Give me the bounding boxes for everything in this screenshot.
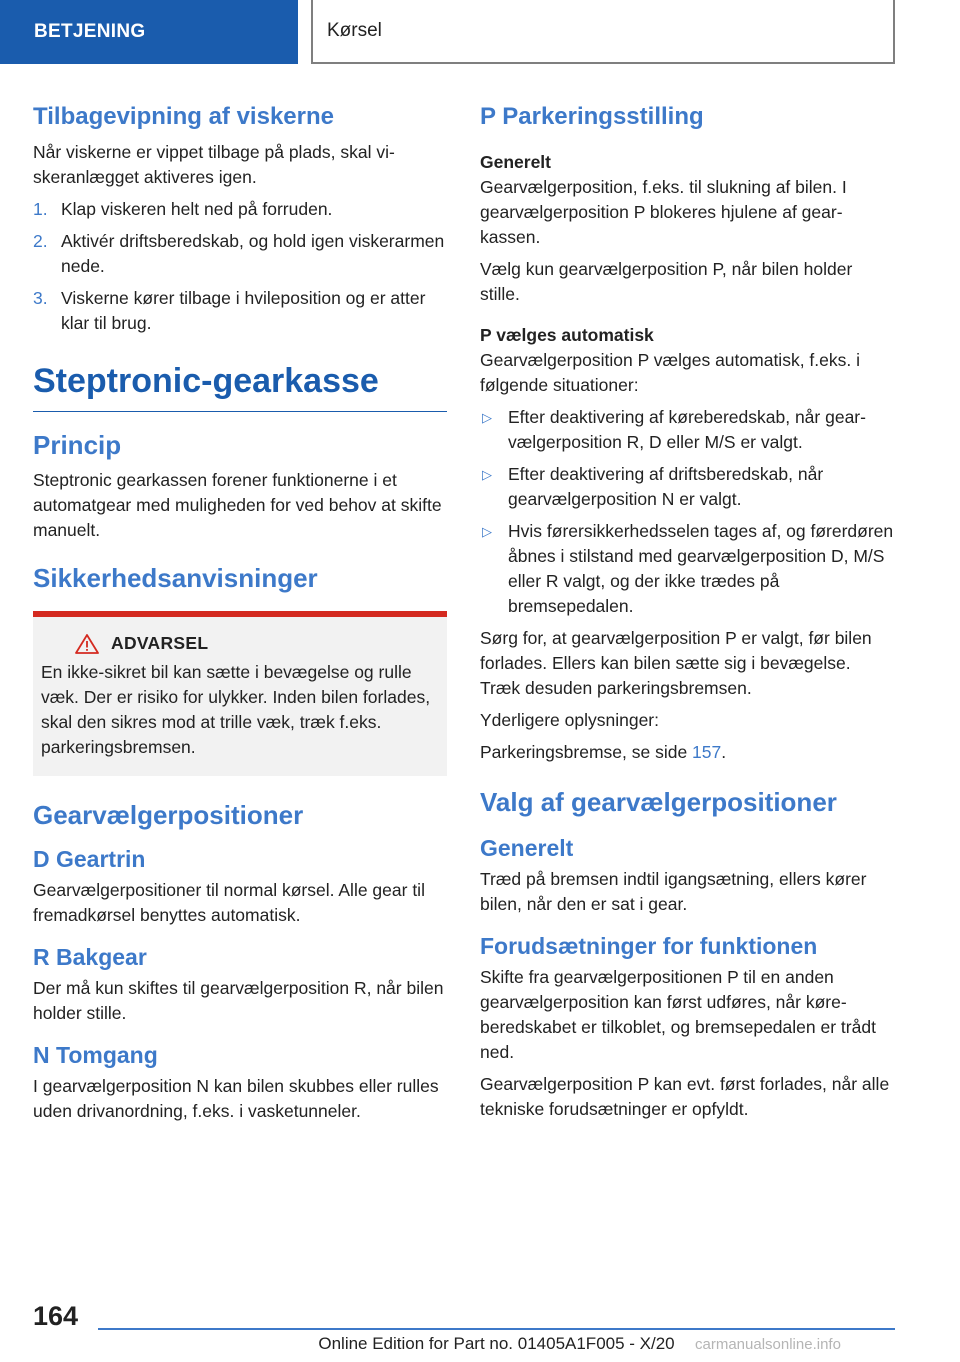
wiper-text: Når viskerne er vippet tilbage på plads, skal viskeranlægget aktiveres igen. — [33, 142, 395, 187]
auto-text: Gearvælgerposition P vælges automatisk, f.eks. i følgende situationer: — [480, 350, 860, 395]
right-column — [480, 100, 895, 1129]
warning-text: En ikke-sikret bil kan sætte i bevægelse og rulle væk. Der er risiko for ulykker. Inden bilen forlades, skal den sikres mod at trille væk, træk f.eks. parkeringsbremsen. — [41, 662, 431, 757]
page-number: 164 — [33, 1301, 79, 1331]
general-heading: Generelt — [480, 835, 574, 861]
bullet-text: Efter deaktivering af køreberedskab, når gearvælgerposition R, D eller M/S er valgt. — [508, 407, 866, 452]
step-text: Klap viskeren helt ned på forruden. — [61, 199, 333, 219]
r-text: Der må kun skiftes til gearvælgerposition R, når bilen holder stille. — [33, 978, 444, 1023]
bullet-text: Hvis førersikkerhedsselen tages af, og førerdøren åbnes i stilstand med gearvælgerposition D, M/S eller R valgt, og der ikke trædes på bremsepedalen. — [508, 521, 894, 616]
edition-text: Online Edition for Part no. 01405A1F005 - X/20 — [318, 1334, 675, 1353]
ensure-text: Sørg for, at gearvælgerposition P er valgt, før bilen forlades. Ellers kan bilen sætte sig i bevægelse. Træk desuden parkeringsbremsen. — [480, 628, 872, 698]
bullet-text: Efter deaktivering af driftsberedskab, når gearvælgerposition N er valgt. — [508, 464, 824, 509]
list-item — [480, 462, 895, 512]
step-number: 3. — [33, 288, 48, 308]
reference-line — [480, 740, 895, 765]
prerequisites-heading: Forudsætninger for funktionen — [480, 933, 818, 959]
general-brake-text: Træd på bremsen indtil igangsætning, ellers kører bilen, når den er sat i gear. — [480, 869, 867, 914]
more-info-label: Yderligere oplysninger: — [480, 710, 659, 730]
step-text: Aktivér driftsberedskab, og hold igen viskerarmen nede. — [61, 231, 445, 276]
list-item — [33, 286, 447, 336]
section-header — [311, 0, 895, 64]
bullet-triangle-icon: ▷ — [482, 467, 492, 482]
step-text: Viskerne kører tilbage i hvileposition og er atter klar til brug. — [61, 288, 426, 333]
d-heading: D Geartrin — [33, 846, 146, 872]
princip-heading: Princip — [33, 430, 122, 460]
page-link[interactable]: 157 — [692, 742, 722, 762]
warning-label: ADVARSEL — [111, 633, 209, 653]
steptronic-heading: Steptronic-gearkasse — [33, 359, 447, 412]
d-text: Gearvælgerpositioner til normal kørsel. Alle gear til fremadkørsel benyttes automatisk. — [33, 880, 425, 925]
bullet-triangle-icon: ▷ — [482, 524, 492, 539]
wiper-heading: Tilbagevipning af viskerne — [33, 103, 334, 130]
list-item — [480, 405, 895, 455]
park-heading: P Parkeringsstilling — [480, 103, 704, 130]
step-number: 1. — [33, 199, 48, 219]
auto-label: P vælges automatisk — [480, 325, 654, 345]
r-heading: R Bakgear — [33, 944, 147, 970]
step-number: 2. — [33, 231, 48, 251]
list-item — [480, 519, 895, 619]
prerequisites-text-1: Skifte fra gearvælgerpositionen P til en anden gearvælgerposition kan først udføres, når køreberedskabet er tilkoblet, og bremsepedalen er trådt ned. — [480, 967, 876, 1062]
n-text: I gearvælgerposition N kan bilen skubbes eller rulles uden drivanordning, f.eks. i vasketunneler. — [33, 1076, 439, 1121]
princip-text: Steptronic gearkassen forener funktionerne i et automatgear med muligheden for ved behov at skifte manuelt. — [33, 470, 442, 540]
auto-situations — [480, 405, 895, 619]
chapter-tab — [0, 0, 298, 64]
section-label: Kørsel — [327, 20, 382, 41]
general-text-1: Gearvælgerposition, f.eks. til slukning af bilen. I gearvælgerposition P blokeres hjulene af gearkassen. — [480, 177, 847, 247]
chapter-label: BETJENING — [34, 21, 146, 42]
general-label: Generelt — [480, 152, 551, 172]
prerequisites-text-2: Gearvælgerposition P kan evt. først forlades, når alle tekniske forudsætninger er opfyldt. — [480, 1074, 890, 1119]
footer-divider — [98, 1328, 895, 1330]
reference-text: Parkeringsbremse, se side — [480, 742, 693, 762]
wiper-steps — [33, 197, 447, 336]
gear-positions-heading: Gearvælgerpositioner — [33, 800, 304, 830]
warning-triangle-icon — [75, 634, 99, 654]
general-text-2: Vælg kun gearvælgerposition P, når bilen holder stille. — [480, 259, 853, 304]
left-column — [33, 100, 447, 1131]
select-positions-heading: Valg af gearvælgerpositioner — [480, 787, 837, 817]
n-heading: N Tomgang — [33, 1042, 158, 1068]
list-item — [33, 229, 447, 279]
reference-end: . — [721, 742, 727, 762]
watermark: carmanualsonline.info — [695, 1336, 841, 1353]
bullet-triangle-icon: ▷ — [482, 410, 492, 425]
warning-box — [33, 611, 447, 776]
safety-heading: Sikkerhedsanvisninger — [33, 563, 318, 593]
list-item — [33, 197, 447, 222]
warning-title — [41, 633, 439, 654]
